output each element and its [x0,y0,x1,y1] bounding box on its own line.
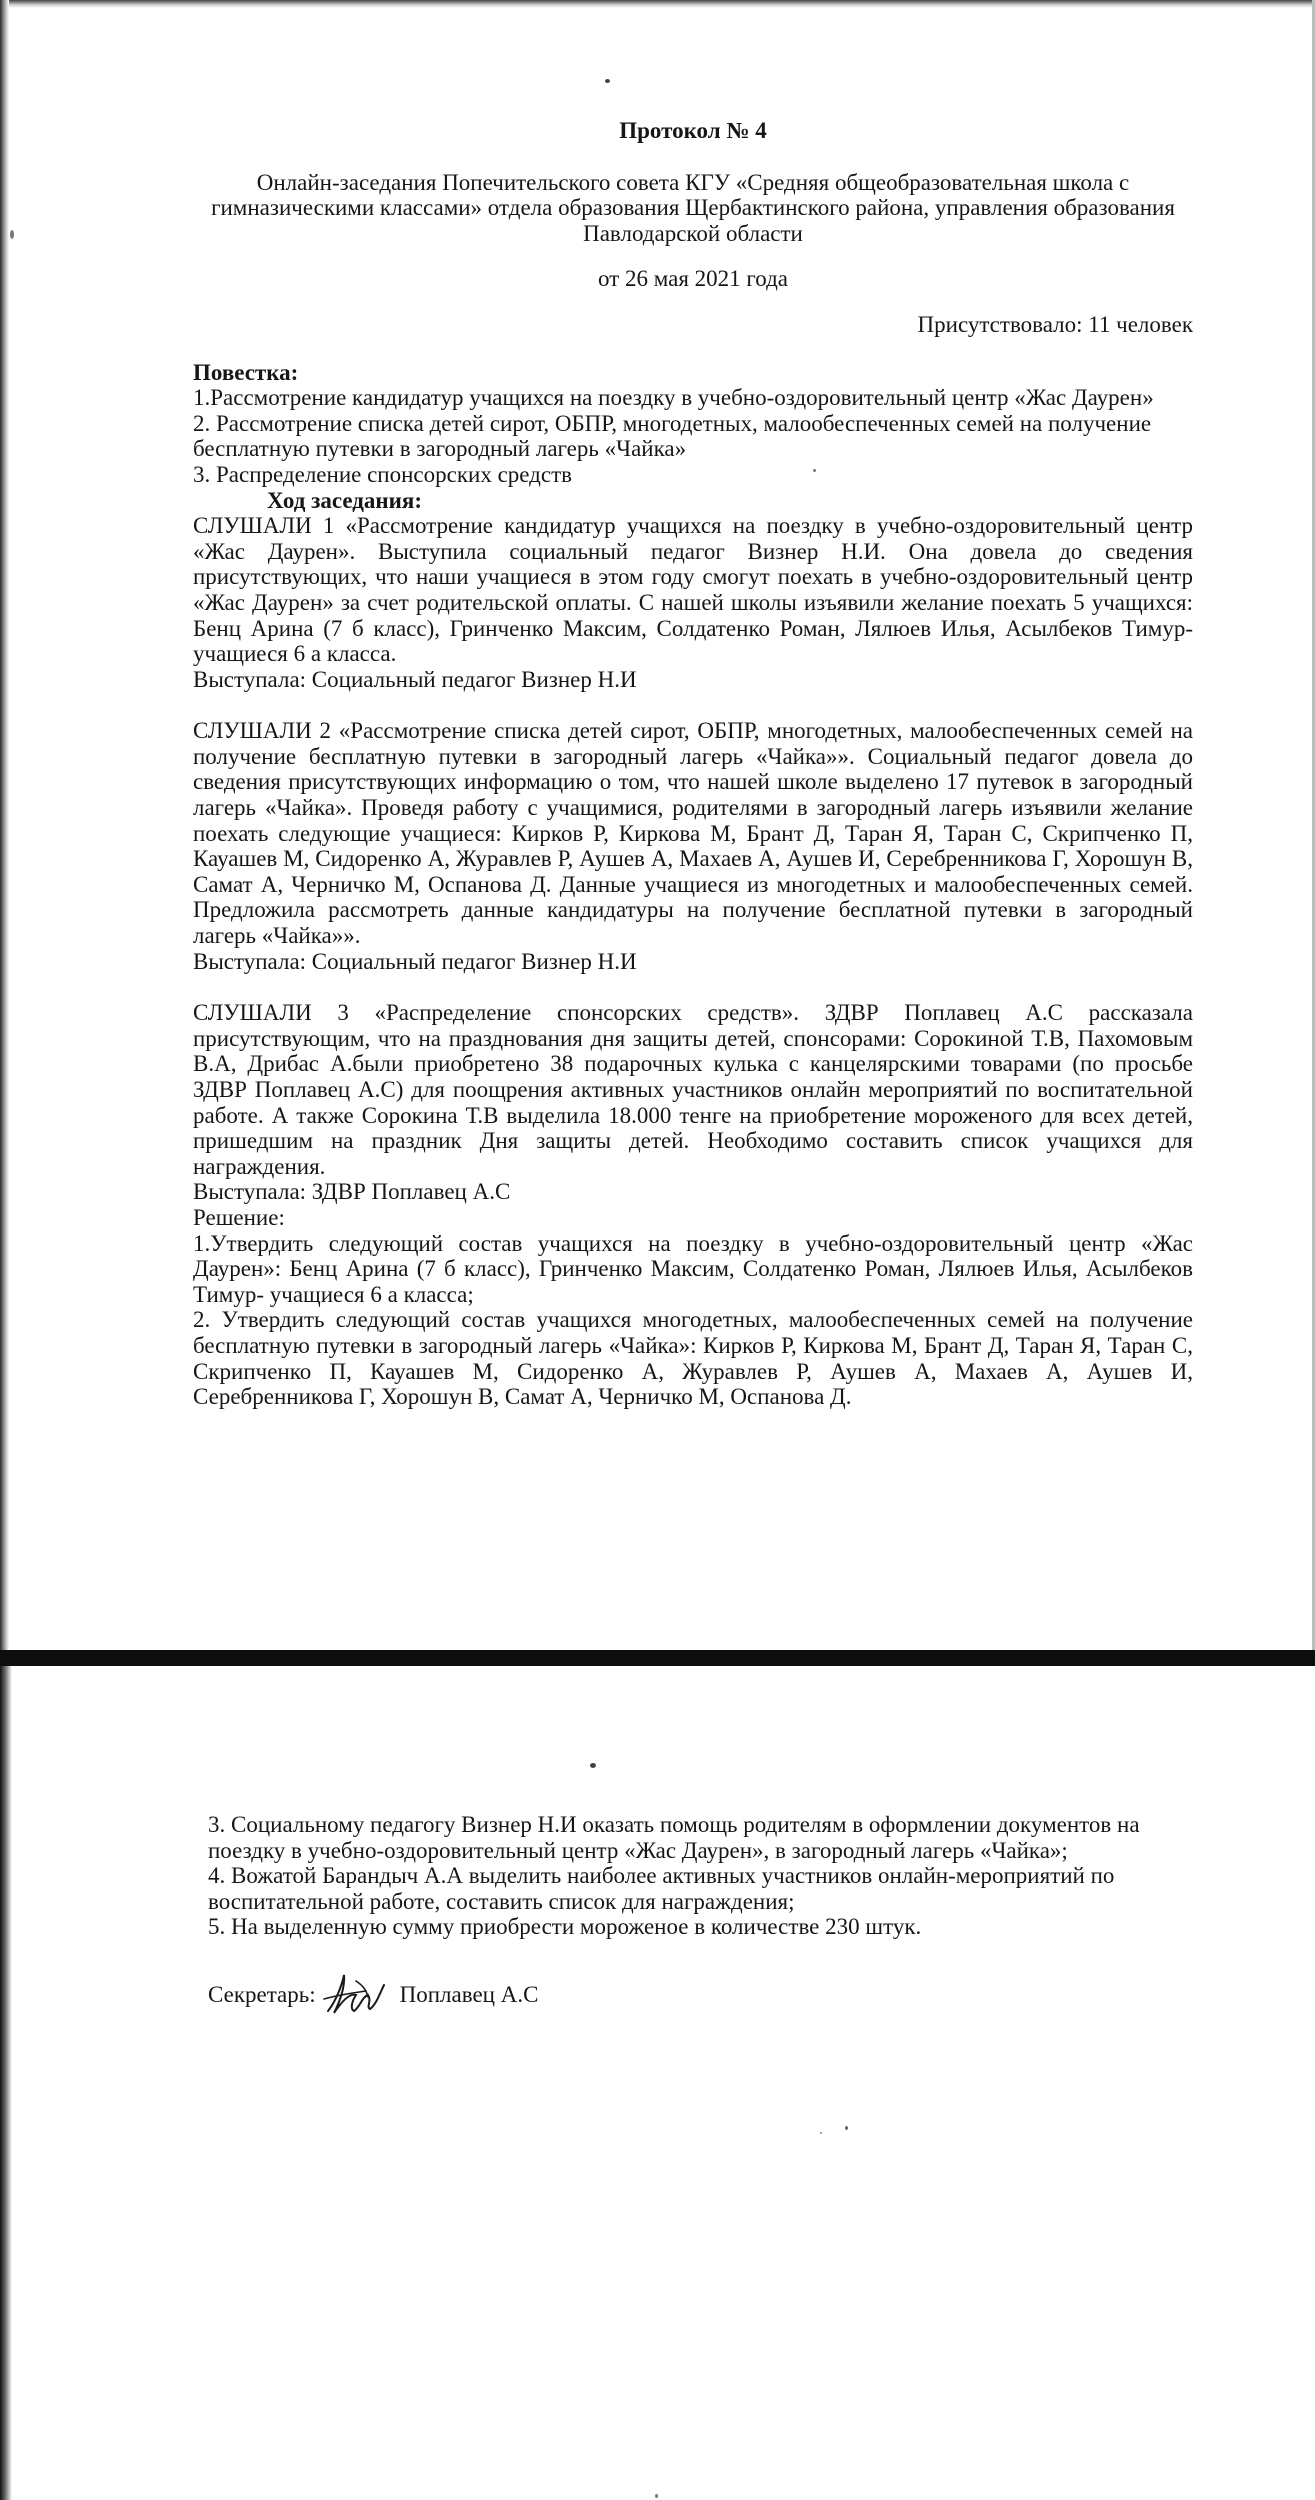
document-page-2 [0,1666,1315,2500]
speaker-line: Выступала: ЗДВР Поплавец А.С [193,1179,511,1205]
speaker-line: Выступала: Социальный педагог Визнер Н.И [193,666,637,692]
scan-left-edge [0,1666,12,2500]
handwritten-signature [322,1971,390,2019]
scan-page-divider [0,1650,1315,1666]
secretary-name: Поплавец А.С [399,1982,539,2008]
heard-item-3: СЛУШАЛИ 3 «Распределение спонсорских средств». ЗДВР Поплавец А.С рассказала присутствующим, что на празднования дня защиты детей, спонсорами: Сорокиной Т.В, Пахомовым В.А, Дрибас А.были приобретено 38 подарочных кулька с канцелярскими товарами (по просьбе ЗДВР Поплавец А.С) для поощрения активных участников онлайн мероприятий по воспитательной работе. А также Сорокина Т.В выделила 18.000 тенге на приобретение мороженого для всех детей, пришедшим на праздник Дня защиты детей. Необходимо составить список учащихся для награждения. [193,1000,1193,1179]
scan-speck [845,2126,848,2130]
decision-heading: Решение: [193,1204,285,1230]
agenda-item: 3. Распределение спонсорских средств [193,461,573,487]
secretary-label: Секретарь: [208,1982,316,2008]
heard-item-1: СЛУШАЛИ 1 «Рассмотрение кандидатур учащихся на поездку в учебно-оздоровительный центр «Жас Даурен». Выступила социальный педагог Визнер Н.И. Она довела до сведения присутствующих, что наши учащиеся в этом году смогут поехать в учебно-оздоровительный центр «Жас Даурен» за счет родительской оплаты. С нашей школы изъявили желание поехать 5 учащихся: Бенц Арина (7 б класс), Гринченко Максим, Солдатенко Роман, Лялюев Илья, Асылбеков Тимур- учащиеся 6 а класса. [193,513,1193,667]
heard-item-2: СЛУШАЛИ 2 «Рассмотрение списка детей сирот, ОБПР, многодетных, малообеспеченных семей на получение бесплатную путевки в загородный лагерь «Чайка»». Социальный педагог довела до сведения присутствующих информацию о том, что нашей школе выделено 17 путевок в загородный лагерь «Чайка». Проведя работу с учащимися, родителями в загородный лагерь изъявили желание поехать следующие учащиеся: Кирков Р, Киркова М, Брант Д, Таран Я, Таран С, Скрипченко П, Кауашев М, Сидоренко А, Журавлев Р, Аушев А, Махаев А, Аушев И, Серебренникова Г, Хорошун В, Самат А, Черничко М, Оспанова Д. Данные учащиеся из многодетных и малообеспеченных семей. Предложила рассмотреть данные кандидатуры на получение бесплатной путевки в загородный лагерь «Чайка»». [193,718,1193,949]
course-heading: Ход заседания: [267,487,423,513]
decision-item: 3. Социальному педагогу Визнер Н.И оказать помощь родителям в оформлении документов на поездку в учебно-оздоровительный центр «Жас Даурен», в загородный лагерь «Чайка»; [208,1812,1140,1863]
protocol-body [193,118,1193,1410]
protocol-date: от 26 мая 2021 года [597,266,789,292]
scan-top-edge [0,0,1315,8]
scan-speck [655,2494,658,2498]
decision-item: 1.Утвердить следующий состав учащихся на поездку в учебно-оздоровительный центр «Жас Даурен»: Бенц Арина (7 б класс), Гринченко Максим, Солдатенко Роман, Лялюев Илья, Асылбеков Тимур- учащиеся 6 а класса; [193,1230,1193,1307]
decision-item: 5. На выделенную сумму приобрести мороженое в количестве 230 штук. [208,1914,922,1940]
speaker-line: Выступала: Социальный педагог Визнер Н.И [193,948,637,974]
protocol-body-continued [208,1812,1208,2019]
scan-speck [605,79,610,83]
attendance-line: Присутствовало: 11 человек [917,311,1193,337]
scan-speck [590,1763,596,1768]
protocol-subtitle: Онлайн-заседания Попечительского совета КГУ «Средняя общеобразовательная школа с гимназическими классами» отдела образования Щербактинского района, управления образования Павлодарской области [211,169,1175,246]
scan-left-edge [0,0,9,1650]
secretary-signature-line [208,1971,1208,2019]
decision-item: 4. Вожатой Барандыч А.А выделить наиболее активных участников онлайн-мероприятий по воспитательной работе, составить список для награждения; [208,1863,1115,1914]
agenda-item: 1.Рассмотрение кандидатур учащихся на поездку в учебно-оздоровительный центр «Жас Даурен» [193,385,1154,411]
scan-speck [10,230,14,239]
decision-item: 2. Утвердить следующий состав учащихся многодетных, малообеспеченных семей на получение бесплатную путевки в загородный лагерь «Чайка»: Кирков Р, Киркова М, Брант Д, Таран Я, Таран С, Скрипченко П, Кауашев М, Сидоренко А, Журавлев Р, Аушев А, Махаев А, Аушев И, Серебренникова Г, Хорошун В, Самат А, Черничко М, Оспанова Д. [193,1307,1193,1410]
agenda-heading: Повестка: [193,359,299,385]
agenda-item: 2. Рассмотрение списка детей сирот, ОБПР, многодетных, малообеспеченных семей на получение бесплатную путевки в загородный лагерь «Чайка» [193,410,1152,462]
protocol-title: Протокол № 4 [619,118,767,143]
scan-speck [820,2132,822,2134]
